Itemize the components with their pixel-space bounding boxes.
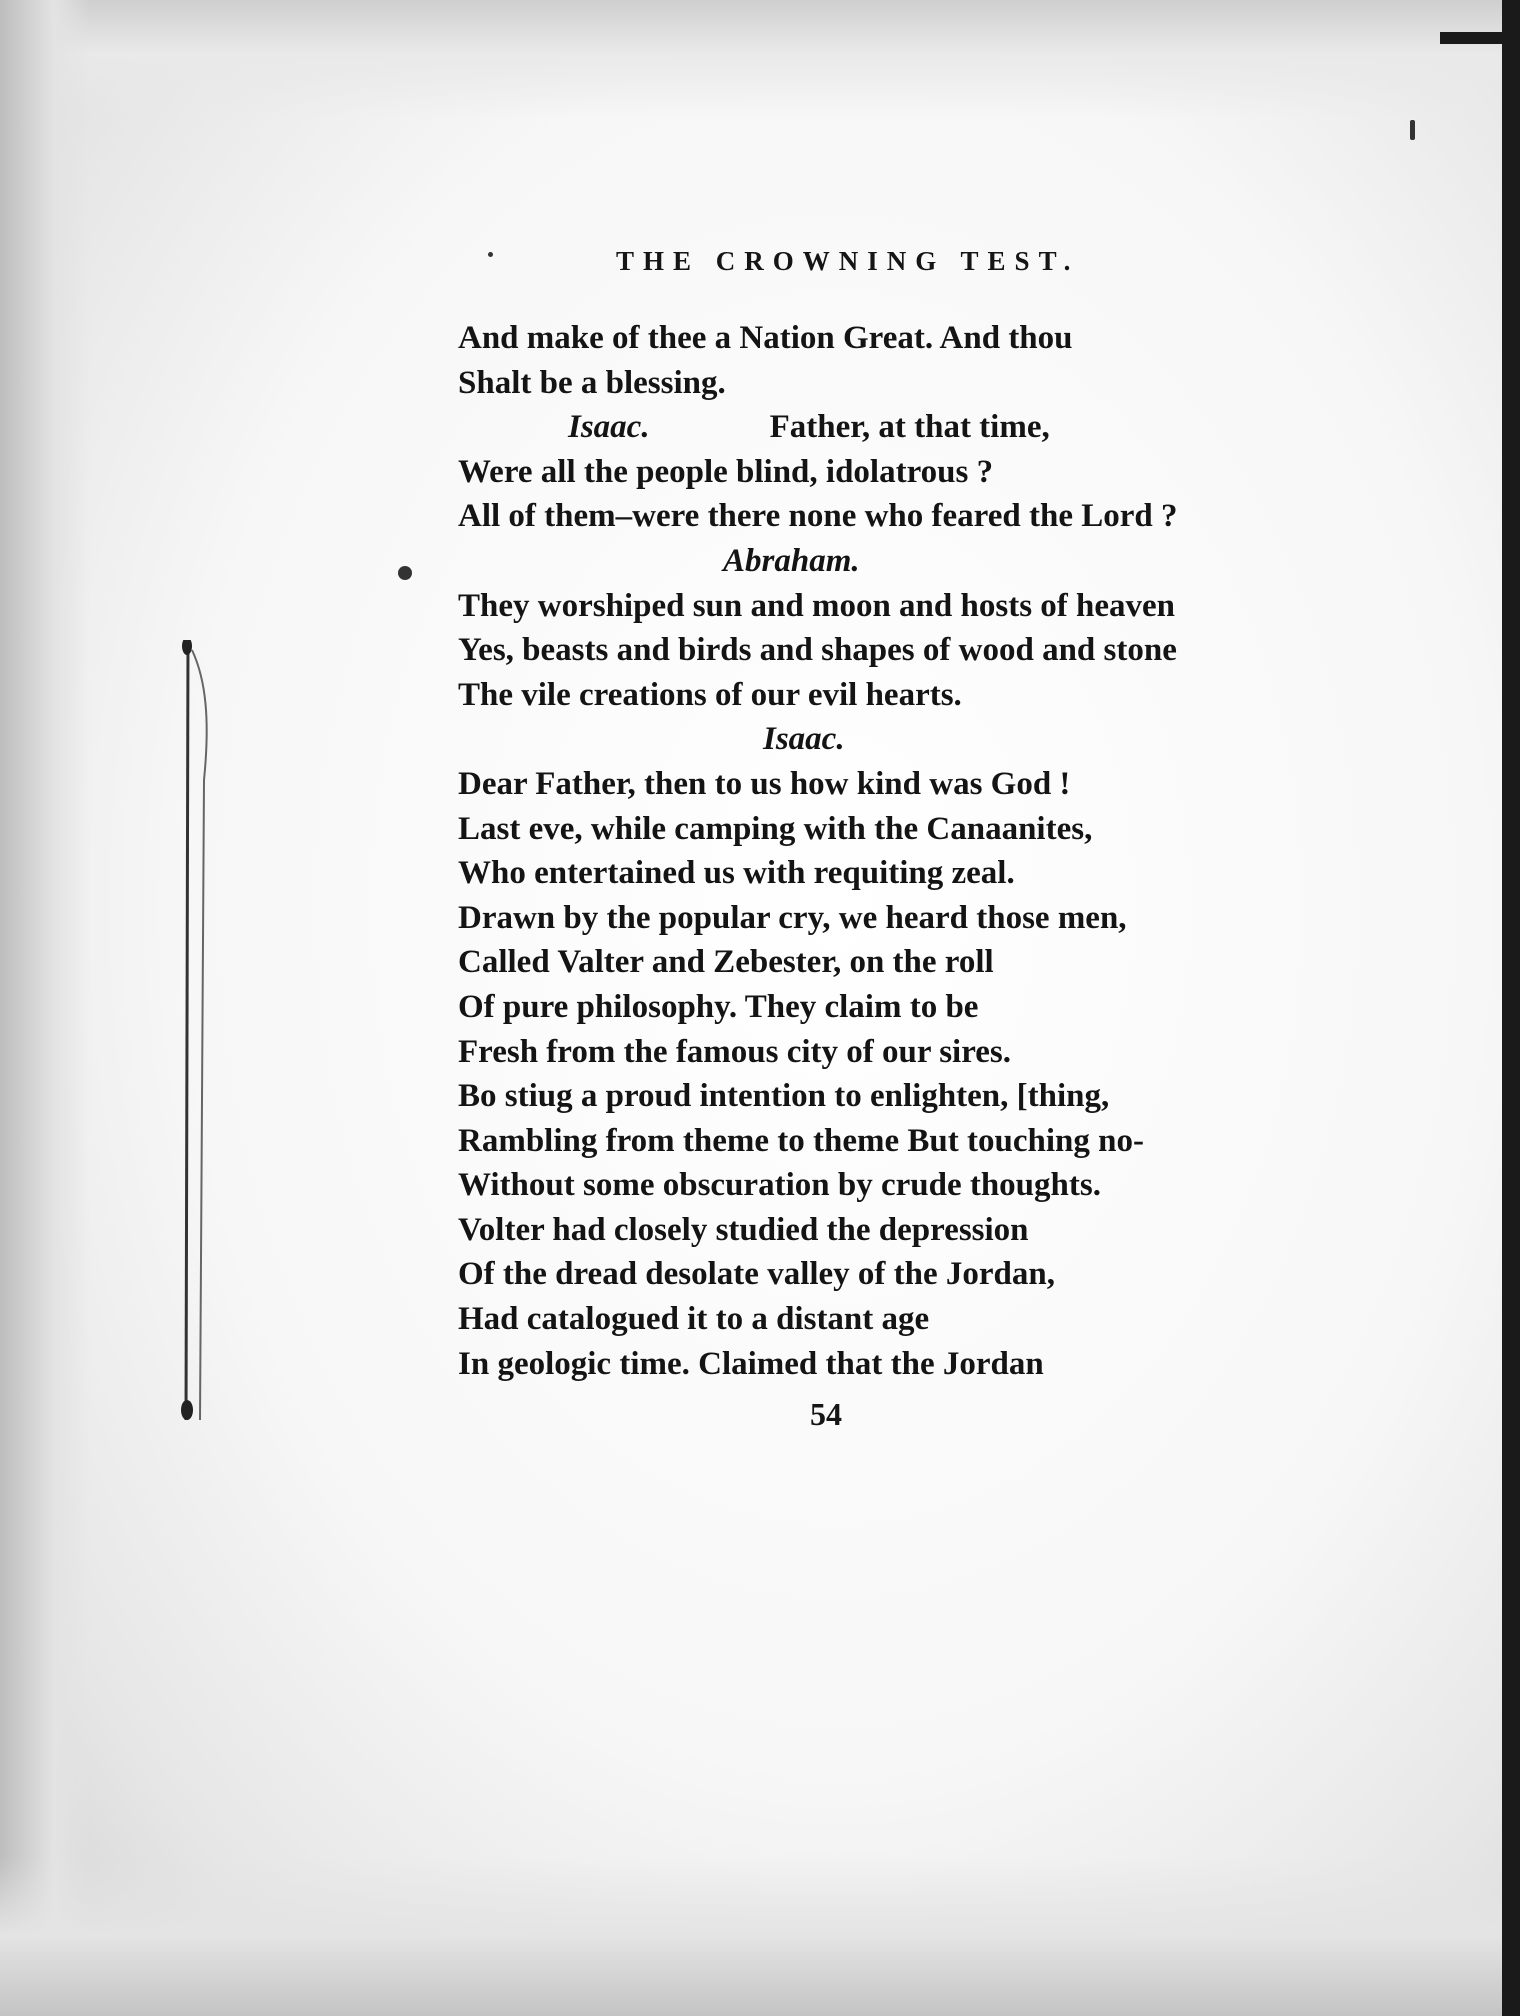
text-line bbox=[458, 405, 1258, 450]
text-line: Dear Father, then to us how kind was God ! bbox=[458, 765, 1071, 802]
text-line: Yes, beasts and birds and shapes of wood and stone bbox=[458, 632, 1177, 669]
ink-speck bbox=[398, 566, 412, 580]
text-line: In geologic time. Claimed that the Jordan bbox=[458, 1345, 1044, 1382]
text-line: Had catalogued it to a distant age bbox=[458, 1301, 930, 1338]
text-line: The vile creations of our evil hearts. bbox=[458, 676, 962, 713]
page-number: 54 bbox=[810, 1396, 842, 1432]
text-line: Were all the people blind, idolatrous ? bbox=[458, 453, 994, 490]
text-line: Last eve, while camping with the Canaanites, bbox=[458, 810, 1093, 847]
scan-shadow-left bbox=[0, 0, 90, 2016]
speaker-name: Isaac. bbox=[763, 721, 845, 758]
text-line: Bo stiug a proud intention to enlighten, [thing, bbox=[458, 1078, 1110, 1115]
speaker-name: Isaac. bbox=[568, 409, 650, 446]
binding-string-artifact bbox=[170, 640, 210, 1420]
text-line: Of the dread desolate valley of the Jordan, bbox=[458, 1256, 1056, 1293]
text-line: Fresh from the famous city of our sires. bbox=[458, 1033, 1011, 1070]
running-head: THE CROWNING TEST. bbox=[616, 246, 1080, 276]
text-line: Drawn by the popular cry, we heard those men, bbox=[458, 899, 1127, 936]
text-line: All of them–were there none who feared the Lord ? bbox=[458, 498, 1178, 535]
scan-edge-top-right bbox=[1440, 32, 1520, 44]
text-line: Volter had closely studied the depression bbox=[458, 1211, 1029, 1248]
scan-edge-right bbox=[1502, 0, 1520, 2016]
line-text: Father, at that time, bbox=[769, 409, 1050, 446]
text-line: Called Valter and Zebester, on the roll bbox=[458, 944, 994, 981]
text-line: Of pure philosophy. They claim to be bbox=[458, 988, 979, 1025]
text-line: Without some obscuration by crude thoughts. bbox=[458, 1167, 1101, 1204]
text-line: Rambling from theme to theme But touching no- bbox=[458, 1122, 1144, 1159]
speaker-name: Abraham. bbox=[723, 542, 860, 579]
ink-speck bbox=[488, 252, 493, 257]
text-line: And make of thee a Nation Great. And thou bbox=[458, 320, 1073, 356]
text-line: They worshiped sun and moon and hosts of heaven bbox=[458, 587, 1176, 624]
text-line: Who entertained us with requiting zeal. bbox=[458, 855, 1015, 892]
ink-speck bbox=[1410, 120, 1415, 140]
scan-shadow-top bbox=[0, 0, 1520, 120]
poem-text bbox=[458, 316, 1258, 1386]
text-line: Shalt be a blessing. bbox=[458, 364, 726, 401]
scan-shadow-bottom bbox=[0, 1856, 1520, 2016]
